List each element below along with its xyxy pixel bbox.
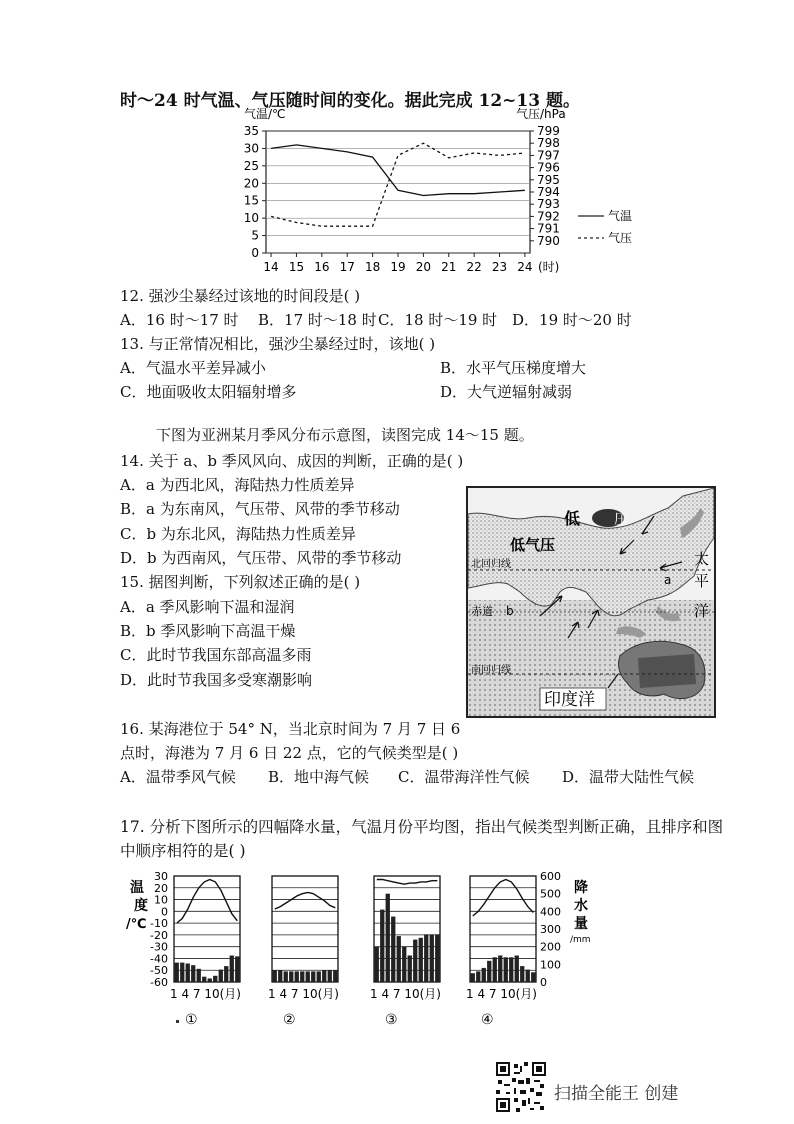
intro-text: 时～24 时气温、气压随时间的变化。据此完成 12~13 题。 [120, 91, 580, 111]
climate-panel-3 [370, 876, 441, 1028]
low-pressure-label-1b: 压 [614, 512, 628, 528]
q12-option-d: D．19 时～20 时 [512, 311, 632, 329]
left-tick-label: 15 [243, 193, 259, 208]
precip-bar [424, 934, 428, 982]
precip-bar [175, 963, 179, 982]
temp-tick-label: 20 [154, 881, 168, 895]
x-tick-label: 21 [441, 260, 457, 274]
precip-axis-title [570, 879, 591, 945]
legend-pressure-label: 气压 [608, 231, 633, 245]
panel-label: ③ [385, 1012, 398, 1028]
stray-dot [176, 1020, 179, 1023]
panel-label: ① [185, 1012, 198, 1028]
q15-option-d: D．此时节我国多受寒潮影响 [120, 671, 313, 689]
precip-bar [295, 971, 299, 982]
precip-bar [430, 934, 434, 982]
precip-bar [224, 966, 228, 982]
precip-bar [300, 971, 304, 982]
x-tick-label: 24 [517, 260, 533, 274]
monsoon-map-drawing [468, 488, 714, 716]
precip-tick-label: 400 [540, 905, 561, 919]
precip-ticks [540, 870, 561, 989]
equator-label: 赤道 [471, 605, 493, 618]
climate-panels [170, 876, 537, 1028]
temperature-line [271, 145, 525, 196]
precip-bar [504, 957, 508, 982]
tropic-south-label: 南回归线 [471, 665, 511, 676]
precip-bar [419, 938, 423, 982]
precip-tick-label: 300 [540, 923, 561, 936]
temp-axis-char: 温 [130, 880, 144, 896]
q17-line1: 17. 分析下图所示的四幅降水量，气温月份平均图，指出气候类型判断正确，且排序和图 [120, 818, 724, 836]
x-tick-label: 15 [288, 260, 305, 274]
q16-option-d: D．温带大陆性气候 [562, 768, 695, 786]
precip-bar [531, 972, 535, 982]
q15-option-a: A．a 季风影响下温和湿润 [120, 598, 295, 616]
q12-option-a: A．16 时～17 时 [120, 311, 239, 329]
precip-tick-label: 100 [540, 958, 561, 972]
precip-bar [333, 971, 337, 983]
q15-stem: 15. 据图判断，下列叙述正确的是( ) [120, 573, 361, 591]
tropic-north-label: 北回归线 [471, 559, 511, 570]
precip-bar [498, 956, 502, 983]
temperature-curve [473, 880, 534, 917]
precip-bar [311, 971, 315, 982]
x-tick-label: 14 [263, 260, 279, 274]
precip-bar [202, 977, 206, 982]
left-tick-label: 25 [243, 158, 259, 173]
right-tick-label: 798 [537, 136, 560, 151]
temp-axis-title [126, 879, 148, 932]
pacific-label-1: 太 [694, 550, 710, 568]
q13-option-d: D．大气逆辐射减弱 [440, 383, 573, 401]
low-pressure-label-2: 低气压 [510, 536, 556, 554]
precip-tick-label: 500 [540, 887, 561, 901]
pressure-line [271, 143, 525, 226]
climate-panel-1 [170, 876, 241, 1028]
precip-bar [509, 957, 513, 982]
q17-line2: 中顺序相符的是( ) [120, 842, 246, 860]
precip-bar [408, 956, 412, 983]
x-tick-label: 18 [364, 260, 381, 274]
precip-bar [476, 971, 480, 982]
right-tick-label: 796 [537, 160, 560, 175]
temperature-curve [377, 880, 438, 885]
q16-line1: 16. 某海港位于 54° N，当北京时间为 7 月 7 日 6 [120, 720, 461, 738]
precip-bar [191, 965, 195, 982]
precip-bar [413, 940, 417, 982]
precip-bar [435, 934, 439, 982]
precip-tick-label: 0 [540, 976, 547, 989]
precip-bar [306, 971, 310, 982]
q13-option-a: A．气温水平差异减小 [120, 359, 266, 377]
precip-axis-char: 量 [574, 916, 588, 932]
precip-bar [375, 947, 379, 982]
monsoon-label-a: a [664, 573, 672, 587]
right-tick-label: 793 [537, 197, 560, 212]
chart-lines [271, 143, 525, 226]
left-tick-label: 0 [251, 246, 259, 260]
temperature-curve [275, 893, 336, 910]
ylabel-left: 气温/℃ [244, 107, 286, 121]
chart-legend [578, 208, 632, 245]
precip-bar [328, 971, 332, 983]
precip-bar [397, 936, 401, 982]
precip-tick-label: 600 [540, 870, 561, 883]
temp-tick-label: -50 [150, 964, 168, 978]
month-tick-labels: 1 4 7 10(月) [268, 987, 339, 1001]
climate-panel-4 [466, 876, 537, 1028]
temp-ticks [150, 870, 168, 989]
left-tick-label: 35 [243, 124, 259, 138]
temp-pressure-chart [220, 104, 650, 276]
low-pressure-label-1: 低 [564, 509, 581, 528]
map-intro: 下图为亚洲某月季风分布示意图，读图完成 14～15 题。 [156, 426, 534, 444]
temp-axis-unit: /℃ [126, 917, 147, 932]
precip-bar [482, 968, 486, 982]
precip-bar [317, 971, 321, 982]
precip-bar [213, 976, 217, 982]
qr-code [496, 1062, 546, 1112]
q12-option-c: C．18 时～19 时 [378, 311, 498, 329]
q15-option-c: C．此时节我国东部高温多雨 [120, 646, 312, 664]
precip-axis-char: 降 [574, 880, 588, 896]
precip-bar [235, 956, 239, 982]
ylabel-right: 气压/hPa [516, 107, 566, 121]
precip-bar [278, 971, 282, 983]
q14-option-d: D．b 为西南风，气压带、风带的季节移动 [120, 549, 402, 567]
q13-option-c: C．地面吸收太阳辐射增多 [120, 383, 297, 401]
x-tick-label: 22 [466, 260, 482, 274]
month-tick-labels: 1 4 7 10(月) [466, 987, 537, 1001]
temp-tick-label: -60 [150, 976, 168, 989]
precip-bar [380, 910, 384, 982]
q16-option-b: B．地中海气候 [268, 768, 370, 786]
panel-frame [470, 876, 536, 982]
q14-option-a: A．a 为西北风，海陆热力性质差异 [120, 476, 355, 494]
x-tick-label: 17 [339, 260, 355, 274]
right-tick-label: 795 [537, 172, 560, 187]
precip-bar [391, 917, 395, 982]
temp-tick-label: 0 [161, 905, 168, 919]
panel-label: ④ [481, 1012, 494, 1028]
indian-ocean-label: 印度洋 [544, 690, 595, 710]
temp-axis-char: 度 [134, 898, 148, 914]
precip-bar [322, 971, 326, 983]
q16-option-c: C．温带海洋性气候 [398, 768, 530, 786]
x-tick-label: 23 [491, 260, 508, 274]
q13-stem: 13. 与正常情况相比，强沙尘暴经过时，该地( ) [120, 335, 436, 353]
q12-stem: 12. 强沙尘暴经过该地的时间段是( ) [120, 287, 361, 305]
precip-bar [471, 973, 475, 982]
panel-frame [272, 876, 338, 982]
scanner-watermark: 扫描全能王 创建 [554, 1084, 679, 1104]
precip-axis-unit: /mm [570, 935, 591, 945]
x-tick-label: 19 [390, 260, 406, 274]
precip-bar [520, 966, 524, 982]
precip-bar [230, 956, 234, 983]
monsoon-map [466, 486, 716, 718]
precip-bar [186, 964, 190, 983]
temp-tick-label: 30 [154, 870, 168, 883]
q15-option-b: B．b 季风影响下高温干燥 [120, 622, 296, 640]
q12-option-b: B．17 时～18 时 [258, 311, 377, 329]
left-tick-label: 20 [243, 176, 259, 191]
panel-label: ② [283, 1012, 296, 1028]
right-tick-label: 792 [537, 209, 560, 224]
precip-bar [197, 969, 201, 982]
precip-bar [515, 956, 519, 983]
australia-high-pressure [638, 654, 696, 688]
precip-axis-char: 水 [574, 898, 588, 914]
right-tick-label: 797 [537, 148, 560, 163]
precip-bar [284, 971, 288, 982]
climate-panel-2 [268, 876, 339, 1028]
precip-bar [386, 894, 390, 982]
precip-bar [493, 957, 497, 982]
right-tick-label: 794 [537, 185, 560, 199]
month-tick-labels: 1 4 7 10(月) [370, 987, 441, 1001]
x-tick-label: 20 [415, 260, 432, 274]
chart-ticks [244, 124, 560, 274]
temperature-curve [177, 880, 238, 924]
climate-charts [124, 864, 594, 1034]
legend-temp-label: 气温 [608, 209, 633, 223]
left-tick-label: 30 [243, 141, 259, 156]
temp-tick-label: -40 [150, 952, 168, 966]
pacific-label-3: 洋 [694, 602, 710, 620]
precip-bar [289, 971, 293, 982]
precip-bar [180, 963, 184, 982]
q14-option-c: C．b 为东北风，海陆热力性质差异 [120, 525, 356, 543]
right-tick-label: 799 [537, 124, 560, 138]
right-tick-label: 791 [537, 221, 560, 236]
precip-tick-label: 200 [540, 940, 561, 954]
precip-bar [402, 947, 406, 982]
x-unit-label: (时) [538, 260, 560, 274]
month-tick-labels: 1 4 7 10(月) [170, 987, 241, 1001]
temp-tick-label: -10 [150, 917, 168, 931]
precip-bar [487, 961, 491, 982]
precip-bar [208, 979, 212, 983]
temp-tick-label: -30 [150, 940, 168, 954]
qr-code-icon [496, 1062, 546, 1112]
left-tick-label: 10 [243, 211, 259, 226]
monsoon-label-b: b [506, 604, 514, 618]
left-tick-label: 5 [251, 228, 259, 243]
q16-option-a: A．温带季风气候 [120, 768, 236, 786]
x-tick-label: 16 [314, 260, 330, 274]
precip-bar [526, 970, 530, 982]
q14-option-b: B．a 为东南风，气压带、风带的季节移动 [120, 500, 400, 518]
right-tick-label: 790 [537, 233, 560, 248]
q16-line2: 点时，海港为 7 月 6 日 22 点，它的气候类型是( ) [120, 744, 459, 762]
precip-bar [273, 971, 277, 983]
q13-option-b: B．水平气压梯度增大 [440, 359, 587, 377]
temp-tick-label: 10 [154, 893, 168, 907]
pacific-label-2: 平 [694, 572, 710, 590]
temp-tick-label: -20 [150, 928, 168, 942]
precip-bar [219, 970, 223, 982]
q14-stem: 14. 关于 a、b 季风风向、成因的判断，正确的是( ) [120, 452, 464, 470]
